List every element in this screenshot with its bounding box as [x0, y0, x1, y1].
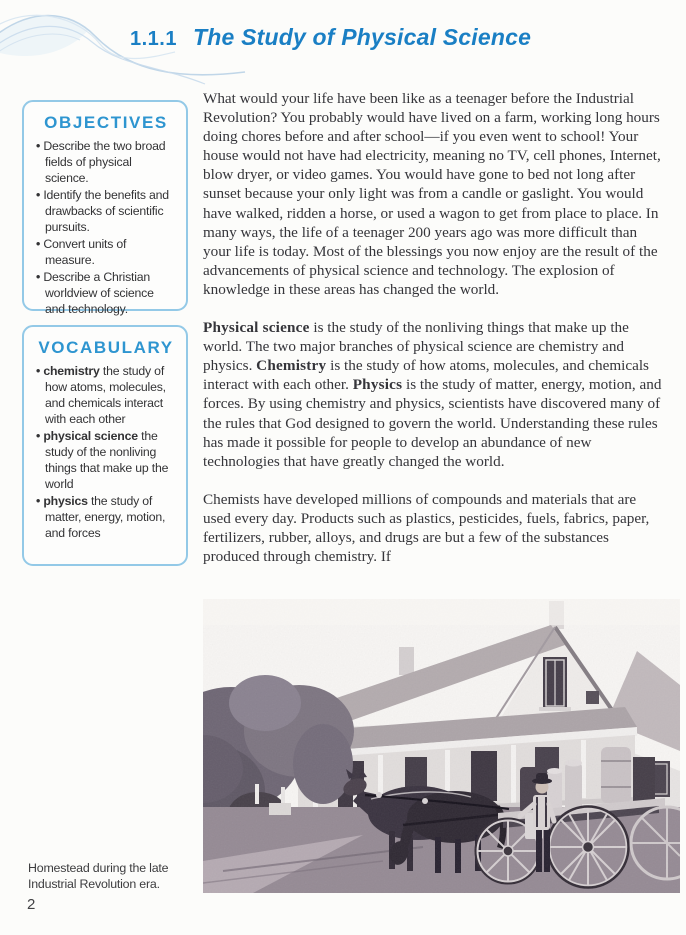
vocabulary-title: VOCABULARY	[38, 338, 174, 357]
objective-item: • Describe a Christian worldview of science and technology.	[36, 270, 176, 318]
vocabulary-term: physical science	[43, 428, 138, 443]
lesson-number: 1.1.1	[130, 28, 177, 50]
objectives-title: OBJECTIVES	[44, 113, 168, 132]
vocabulary-term: physics	[43, 493, 88, 508]
vocabulary-box	[22, 325, 188, 566]
paragraph: What would your life have been like as a teenager before the Industrial Revolution? You probably would have lived on a farm, working long hours doing chores before and after school—if you even went to school! Your house would not have had electricity, meaning no TV, cell phones, Internet, blow dryer, or video games. You would have gone to bed not long after sunset because your only light was from a candle or gaslight. You would have walked, ridden a horse, or used a wagon to get from place to place. In many ways, the life of a teenager 200 years ago was more difficult than your life is today. Most of the blessings you now enjoy are the result of the advancements of physical science and technology. The explosion of knowledge in these areas has changed the world.	[203, 90, 661, 298]
objectives-box	[22, 100, 188, 316]
figure-caption: Homestead during the late Industrial Revolution era.	[28, 861, 169, 892]
photo-fade	[203, 599, 680, 625]
objective-item: • Identify the benefits and drawbacks of scientific pursuits.	[36, 188, 176, 236]
homestead-photo	[203, 599, 680, 893]
vocabulary-term: chemistry	[43, 364, 100, 378]
objective-item: • Convert units of measure.	[36, 237, 176, 269]
page-title: The Study of Physical Science	[192, 24, 532, 50]
objectives-list	[36, 139, 176, 318]
page-number: 2	[27, 896, 36, 913]
paragraph: Physical science is the study of the nonliving things that make up the world. The two major branches of physical science are chemistry and physics. Chemistry is the study of how atoms, molecules, and chemicals interact with each other. Physics is the study of matter, energy, motion, and forces. By using chemistry and physics, scientists have discovered many of the rules that God designed to govern the world. Understanding these rules has made it possible for people to develop an abundance of new technologies that have greatly changed the world.	[203, 319, 662, 470]
paragraph: Chemists have developed millions of compounds and materials that are used every day. Products such as plastics, pesticides, fuels, fabrics, paper, fertilizers, rubber, alloys, and drugs are but a few of the substances produced through chemistry. If	[203, 490, 650, 566]
vocabulary-item: • chemistry the study of how atoms, molecules, and chemicals interact with each other	[36, 364, 176, 428]
vocabulary-item: • physical science the study of the nonliving things that make up the world	[36, 429, 176, 493]
vocab-term-inline: Chemistry	[256, 357, 327, 375]
article-body	[203, 89, 662, 585]
vocab-term-inline: Physical science	[203, 319, 310, 337]
vocabulary-list	[36, 364, 176, 542]
vocabulary-item: • physics the study of matter, energy, motion, and forces	[36, 494, 176, 542]
homestead-photo-art	[203, 599, 680, 893]
vocab-term-inline: Physics	[352, 376, 403, 394]
objective-item: • Describe the two broad fields of physical science.	[36, 139, 176, 187]
lesson-header	[130, 24, 531, 51]
photo-grain	[203, 599, 680, 893]
